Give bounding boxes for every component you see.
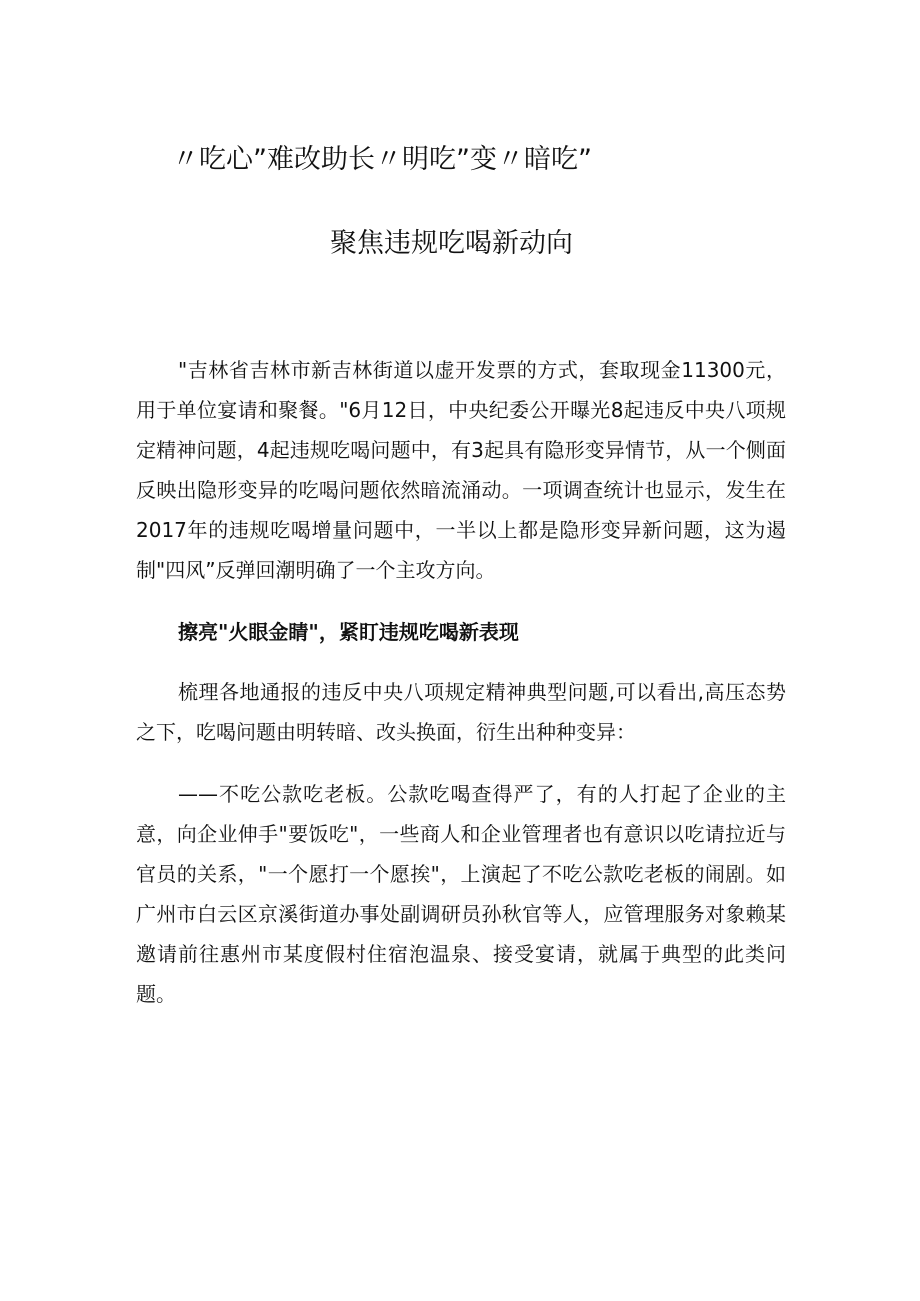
overview-paragraph: 梳理各地通报的违反中央八项规定精神典型问题,可以看出,高压态势之下，吃喝问题由明转暗、改头换面，衍生出种种变异： bbox=[136, 680, 786, 744]
section-subheading: 擦亮"火眼金睛"，紧盯违规吃喝新表现 bbox=[178, 620, 519, 644]
article-body bbox=[136, 350, 786, 1014]
document-title-line-2: 聚焦违规吃喝新动向 bbox=[330, 228, 573, 259]
intro-paragraph: "吉林省吉林市新吉林街道以虚开发票的方式，套取现金11300元，用于单位宴请和聚餐。"6月12日，中央纪委公开曝光8起违反中央八项规定精神问题，4起违规吃喝问题中，有3起具有隐形变异情节，从一个侧面反映出隐形变异的吃喝问题依然暗流涌动。一项调查统计也显示，发生在2017年的违规吃喝增量问题中，一半以上都是隐形变异新问题，这为遏制"四风”反弹回潮明确了一个主攻方向。 bbox=[136, 358, 786, 582]
document-title-line-1: 〃吃心”难改助长〃明吃”变〃暗吃” bbox=[172, 144, 592, 175]
case-paragraph: ——不吃公款吃老板。公款吃喝查得严了，有的人打起了企业的主意，向企业伸手"要饭吃"，一些商人和企业管理者也有意识以吃请拉近与官员的关系，"一个愿打一个愿挨"，上演起了不吃公款吃老板的闹剧。如广州市白云区京溪街道办事处副调研员孙秋官等人，应管理服务对象赖某邀请前往惠州市某度假村住宿泡温泉、接受宴请，就属于典型的此类问题。 bbox=[136, 782, 786, 1006]
